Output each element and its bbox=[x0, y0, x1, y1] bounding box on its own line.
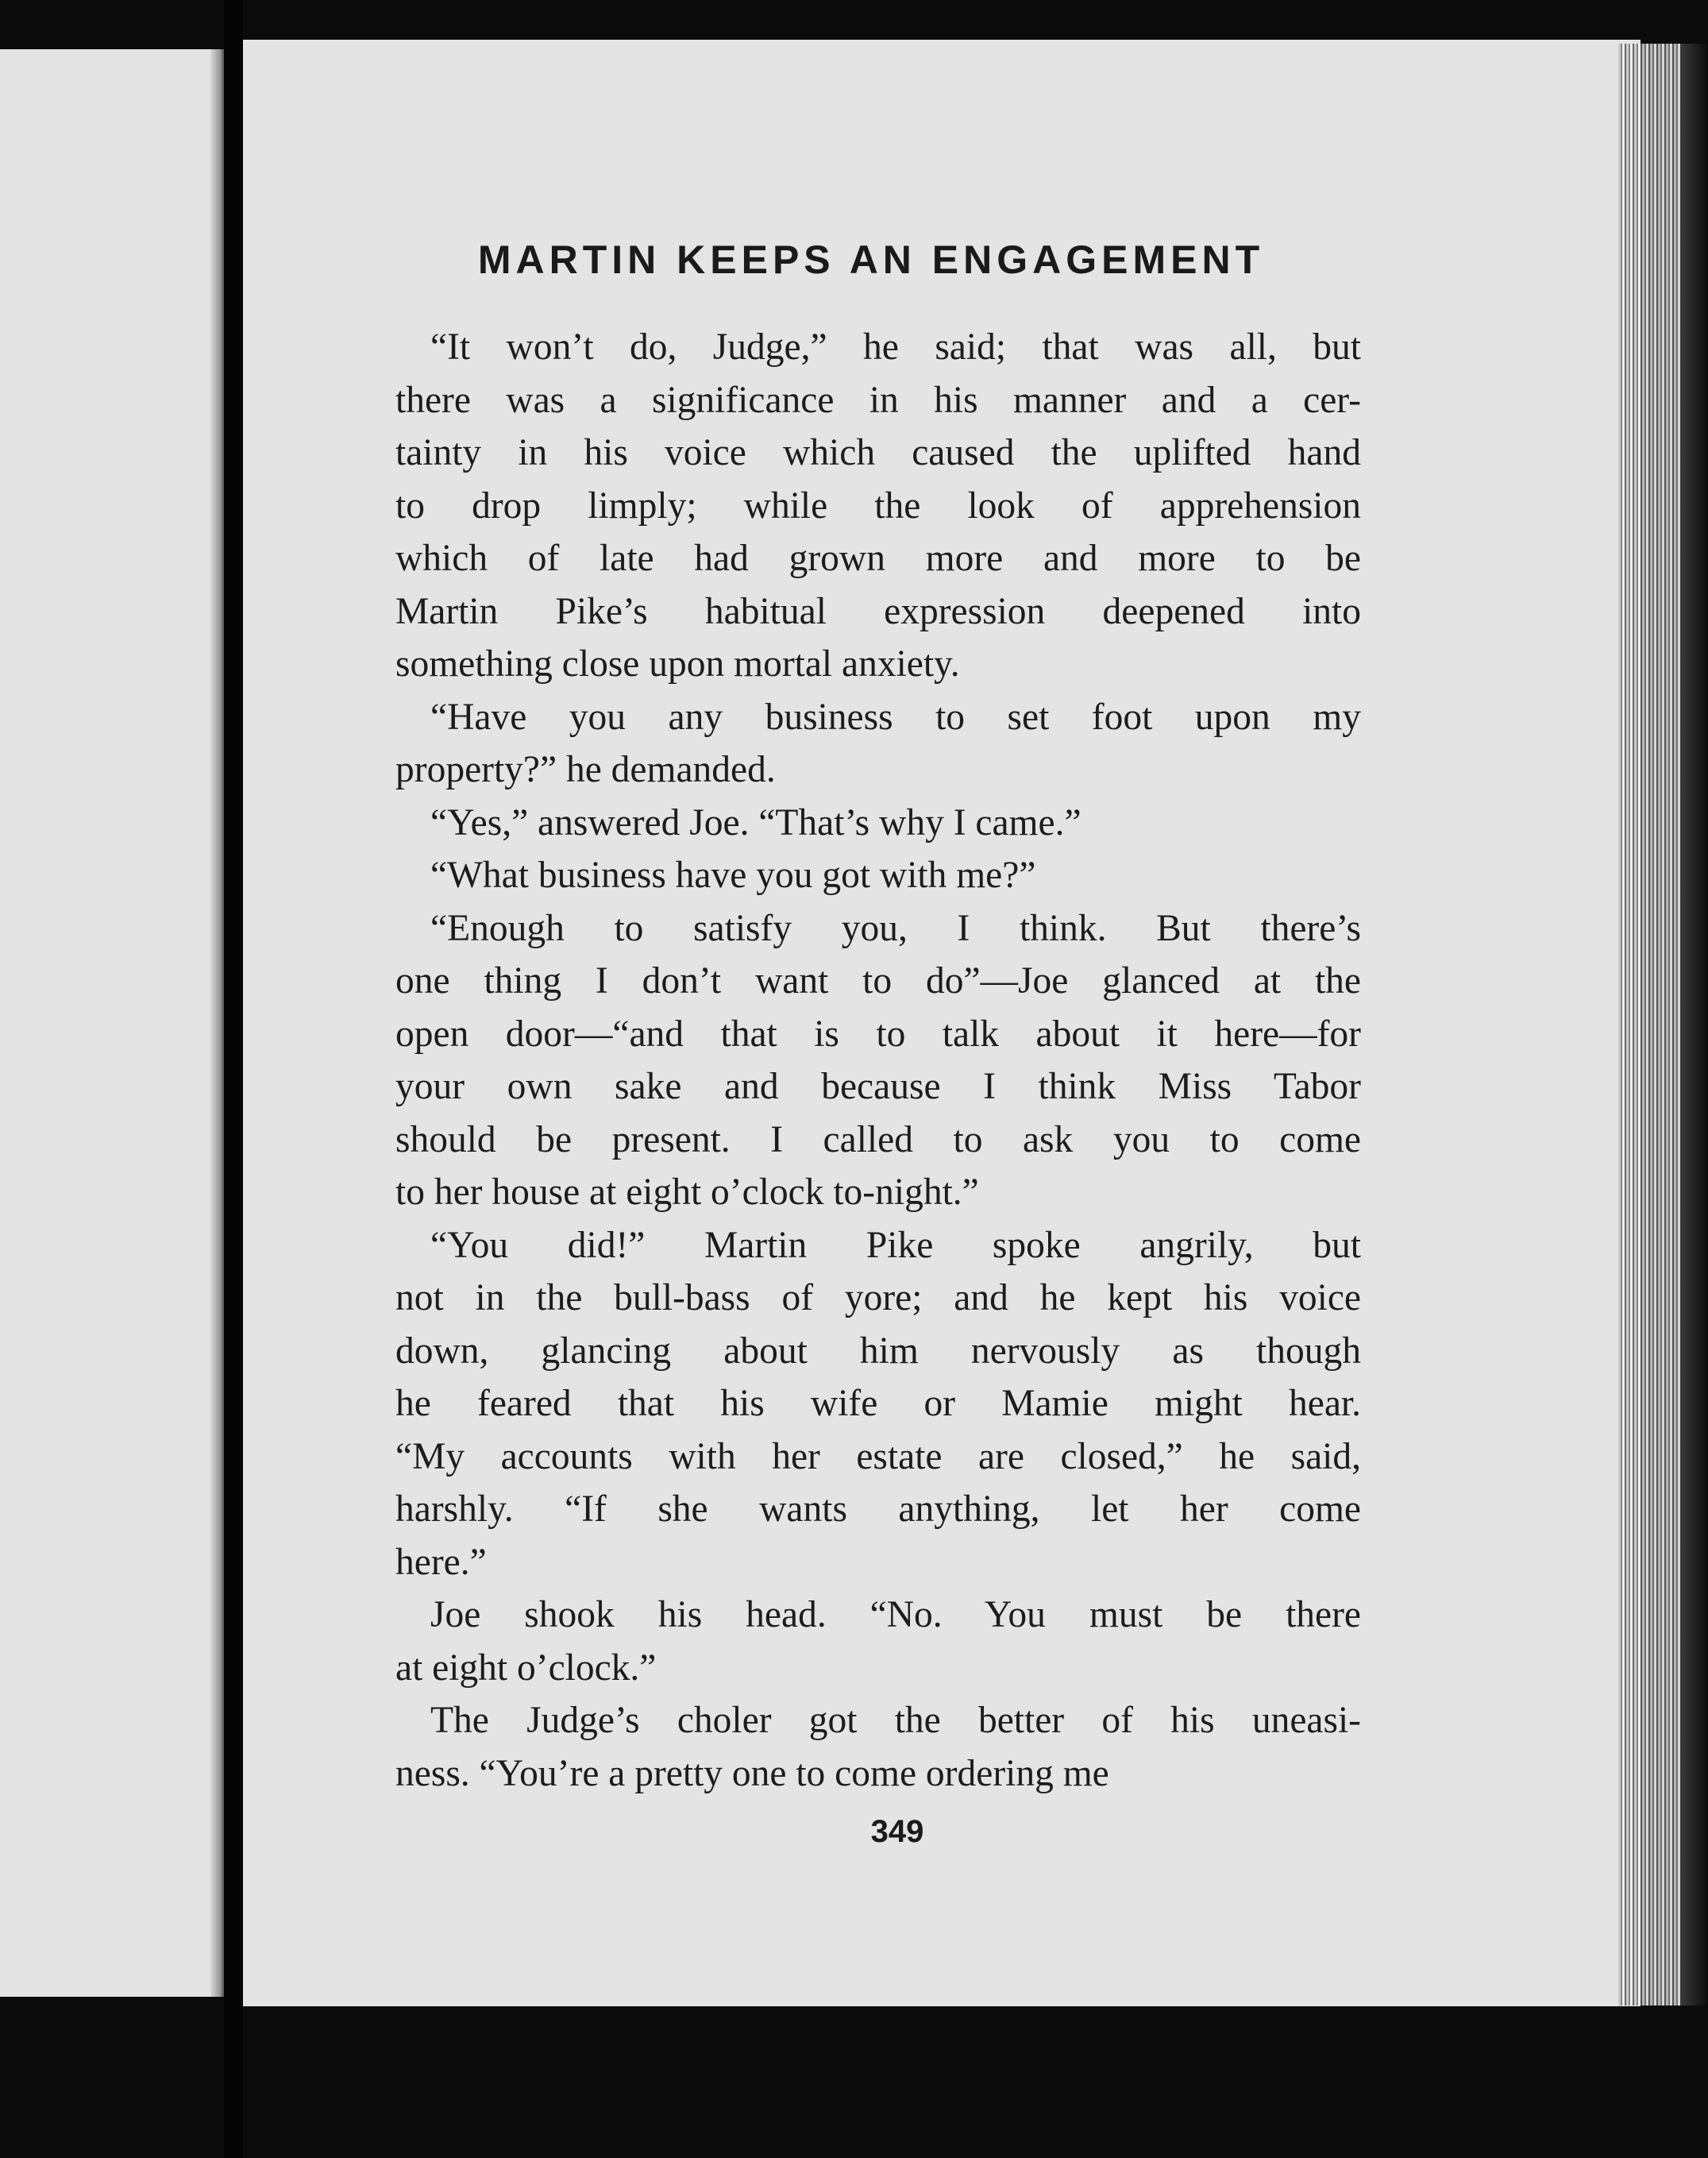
page-body-text bbox=[395, 321, 1361, 1800]
text-line: here.” bbox=[395, 1541, 487, 1583]
text-line: to her house at eight o’clock to-night.” bbox=[395, 1172, 979, 1213]
text-line: your own sake and because I think Miss Tabor bbox=[395, 1066, 1361, 1107]
paragraph bbox=[395, 849, 1361, 902]
right-page-edge bbox=[1618, 44, 1683, 2006]
text-line: open door—“and that is to talk about it here—for bbox=[395, 1013, 1361, 1055]
book-gutter bbox=[224, 0, 243, 2158]
text-line: harshly. “If she wants anything, let her come bbox=[395, 1488, 1361, 1530]
page-number: 349 bbox=[870, 1814, 924, 1849]
text-line: there was a significance in his manner and a cer- bbox=[395, 379, 1361, 421]
paragraph bbox=[395, 902, 1361, 1219]
text-line: “It won’t do, Judge,” he said; that was all, but bbox=[430, 326, 1361, 368]
text-line: property?” he demanded. bbox=[395, 749, 776, 790]
paragraph bbox=[395, 691, 1361, 797]
text-line: down, glancing about him nervously as though bbox=[395, 1330, 1361, 1372]
text-line: Joe shook his head. “No. You must be there bbox=[430, 1594, 1361, 1635]
paragraph bbox=[395, 1219, 1361, 1589]
text-line: “Yes,” answered Joe. “That’s why I came.” bbox=[430, 801, 1081, 844]
text-line: “What business have you got with me?” bbox=[430, 855, 1036, 896]
paragraph bbox=[395, 1589, 1361, 1694]
paragraph bbox=[395, 321, 1361, 691]
text-line: Martin Pike’s habitual expression deepened into bbox=[395, 590, 1361, 632]
text-line: not in the bull-bass of yore; and he kept his voice bbox=[395, 1277, 1361, 1318]
text-line: tainty in his voice which caused the uplifted hand bbox=[395, 432, 1361, 473]
text-line: “My accounts with her estate are closed,” he said, bbox=[395, 1435, 1361, 1477]
paragraph bbox=[395, 1694, 1361, 1800]
text-line: should be present. I called to ask you to come bbox=[395, 1118, 1361, 1160]
text-line: one thing I don’t want to do”—Joe glanced at the bbox=[395, 960, 1361, 1002]
right-page-shadow bbox=[1680, 44, 1708, 2006]
text-line: at eight o’clock.” bbox=[395, 1646, 657, 1689]
running-head: MARTIN KEEPS AN ENGAGEMENT bbox=[477, 237, 1265, 282]
text-line: The Judge’s choler got the better of his uneasi- bbox=[430, 1700, 1361, 1741]
text-line: he feared that his wife or Mamie might hear. bbox=[395, 1383, 1361, 1424]
paragraph bbox=[395, 797, 1361, 850]
text-line: something close upon mortal anxiety. bbox=[395, 643, 960, 685]
left-facing-page bbox=[0, 49, 224, 1997]
text-line: “Have you any business to set foot upon my bbox=[430, 696, 1361, 738]
text-line: “Enough to satisfy you, I think. But there’s bbox=[430, 907, 1361, 949]
text-line: to drop limply; while the look of apprehension bbox=[395, 484, 1361, 527]
text-line: ness. “You’re a pretty one to come ordering me bbox=[395, 1752, 1109, 1794]
text-line: which of late had grown more and more to be bbox=[395, 538, 1361, 579]
text-line: “You did!” Martin Pike spoke angrily, but bbox=[430, 1224, 1361, 1266]
